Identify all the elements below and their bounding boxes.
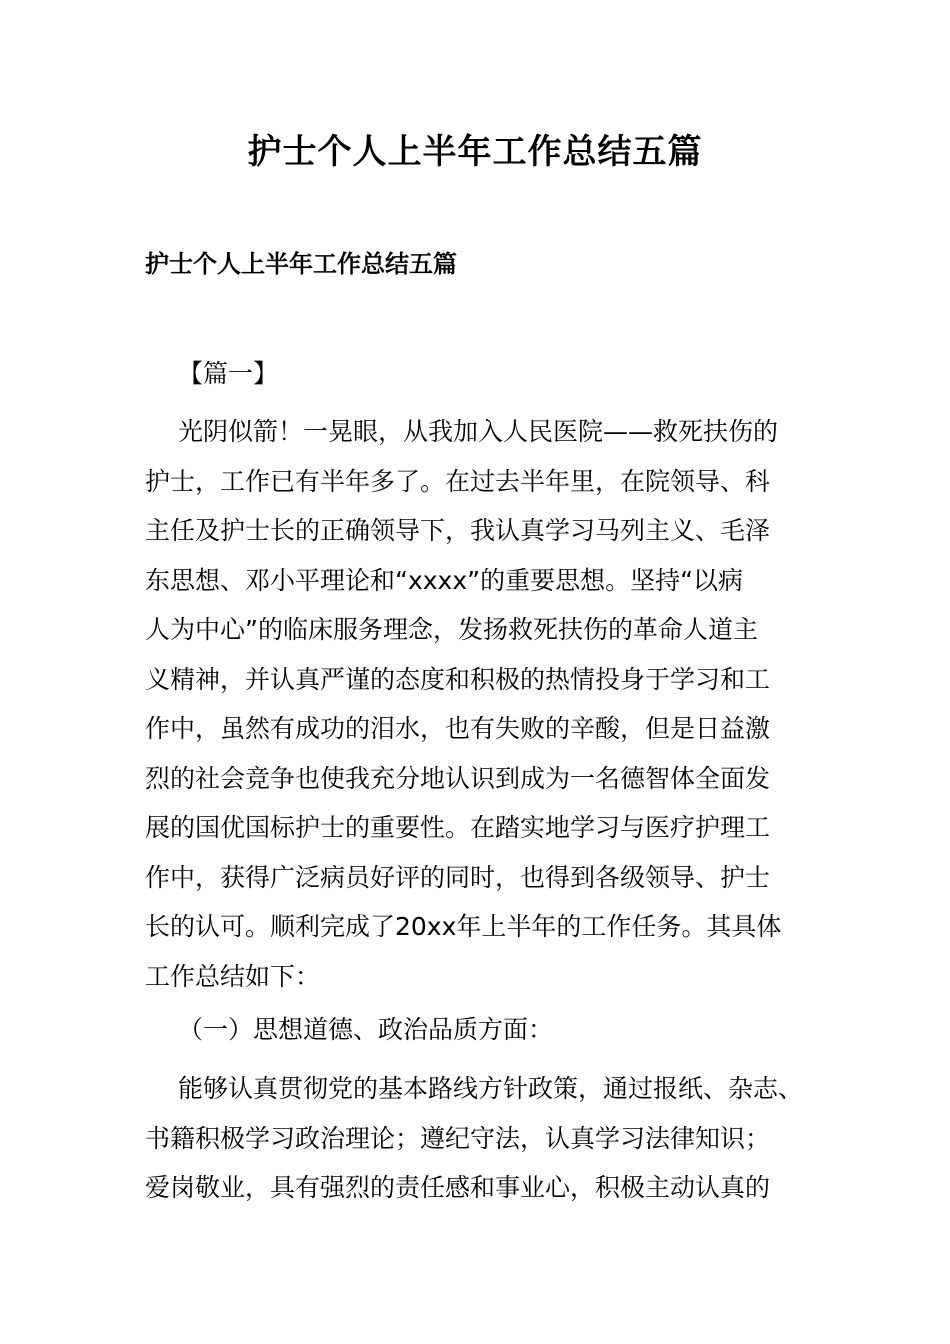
paragraph-1	[145, 407, 815, 1001]
paragraph-line: 作中，获得广泛病员好评的同时，也得到各级领导、护士	[145, 862, 771, 892]
paragraph-line: 烈的社会竞争也使我充分地认识到成为一名德智体全面发	[145, 763, 771, 793]
paragraph-line: 义精神，并认真严谨的态度和积极的热情投身于学习和工	[145, 664, 771, 694]
sub-heading: （一）思想道德、政治品质方面：	[178, 1015, 554, 1044]
paragraph-line: 书籍积极学习政治理论；遵纪守法，认真学习法律知识；	[145, 1123, 771, 1153]
paragraph-line: 光阴似箭！一晃眼，从我加入人民医院——救死扶伤的	[178, 417, 779, 446]
section-label: 【篇一】	[178, 359, 279, 388]
paragraph-line: 护士，工作已有半年多了。在过去半年里，在院领导、科	[145, 466, 771, 496]
paragraph-line: 展的国优国标护士的重要性。在踏实地学习与医疗护理工	[145, 813, 771, 842]
document-subtitle: 护士个人上半年工作总结五篇	[145, 250, 457, 278]
paragraph-line: 能够认真贯彻党的基本路线方针政策，通过报纸、杂志、	[178, 1074, 804, 1103]
paragraph-line: 长的认可。顺利完成了20xx年上半年的工作任务。其具体	[145, 912, 782, 941]
paragraph-line: 东思想、邓小平理论和“xxxx”的重要思想。坚持“以病	[145, 565, 744, 595]
paragraph-line: 作中，虽然有成功的泪水，也有失败的辛酸，但是日益激	[145, 714, 771, 743]
paragraph-line: 爱岗敬业，具有强烈的责任感和事业心，积极主动认真的	[145, 1173, 771, 1202]
paragraph-line: 主任及护士长的正确领导下，我认真学习马列主义、毛泽	[145, 516, 771, 545]
paragraph-2	[145, 1064, 815, 1213]
paragraph-line: 人为中心”的临床服务理念，发扬救死扶伤的革命人道主	[145, 615, 758, 644]
paragraph-line: 工作总结如下：	[145, 961, 321, 991]
document-title: 护士个人上半年工作总结五篇	[247, 132, 703, 172]
